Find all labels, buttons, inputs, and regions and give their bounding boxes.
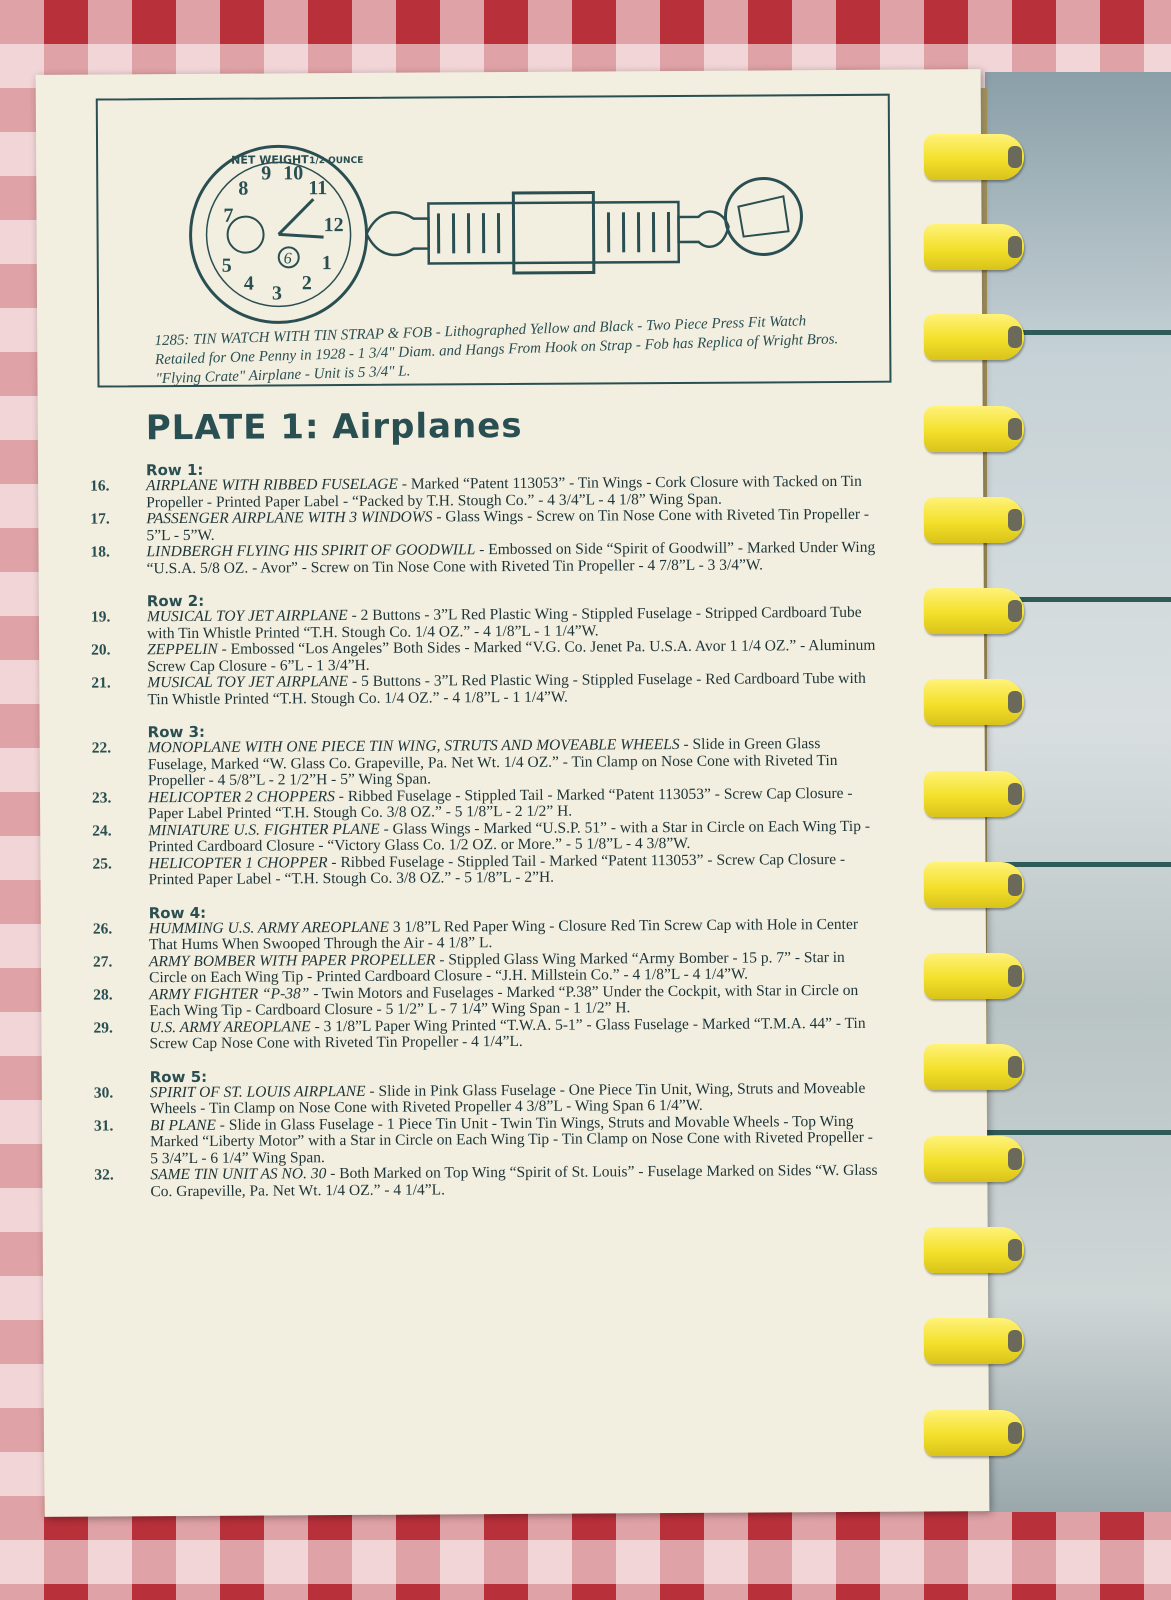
spiral-coil [924,588,1024,634]
dial-numeral: 12 [323,214,344,237]
entry-description: - Slide in Green Glass Fuselage, Marked “W. Glass Co. Grapeville, Pa. Net Wt. 1/4 OZ.” - Tin Clamp on Nose Cone with Riveted Tin Propeller - 4 5/8”L - 2 1/2”H - 5” Wing Span. [147,735,838,790]
entry-number: 20. [91,641,111,659]
entry-name: ARMY BOMBER WITH PAPER PROPELLER [148,950,436,970]
catalog-entry [94,1113,884,1167]
entry-name: MONOPLANE WITH ONE PIECE TIN WING, STRUTS AND MOVEABLE WHEELS [147,735,680,757]
dial-numeral: 7 [223,204,234,227]
entry-description: - Ribbed Fuselage - Stippled Tail - Marked “Patent 113053” - Screw Cap Closure - Printed Paper Label - “T.H. Stough Co. 3/8 OZ.” - 5 1/8”L - 2”H. [148,850,846,889]
entry-description: - Marked “Patent 113053” - Tin Wings - Cork Closure with Tacked on Tin Propeller - Printed Paper Label - “Packed by T.H. Stough Co.” - 4 3/4”L - 4 1/8” Wing Span. [146,472,862,511]
entry-description: - Twin Motors and Fuselages - Marked “P.38” Under the Cockpit, with Star in Circle on Each Wing Tip - Cardboard Closure - 5 1/2” L - 7 1/4” Wing Span - 1 1/2” H. [149,981,859,1020]
catalog-entry [94,1163,884,1201]
catalog-entry [92,851,882,889]
entry-number: 24. [92,821,112,840]
entry-name: SAME TIN UNIT AS NO. 30 [150,1165,327,1184]
spiral-coil [924,497,1024,543]
entry-description: 3 1/8”L Red Paper Wing - Closure Red Tin Screw Cap with Hole in Center That Hums When Swooped Through the Air - 4 1/8” L. [148,915,859,954]
row-label: Row 3: [147,722,206,742]
entry-name: ARMY FIGHTER “P-38” [149,984,310,1003]
catalog-entry [92,736,882,790]
dial-numeral: 4 [243,272,254,295]
entry-description: - Slide in Glass Fuselage - 1 Piece Tin Unit - Twin Tin Wings, Struts and Movable Wheels - Top Wing Marked “Liberty Motor” with a Star in Circle on Each Wing Tip - Tin Clamp on Nose Cone with Riveted Propeller - 5 3/4”L - 6 1/4” Wing Span. [150,1112,873,1167]
entry-description: - Embossed on Side “Spirit of Goodwill” - Marked Under Wing “U.S.A. 5/8 OZ. - Avor” - Screw on Tin Nose Cone with Riveted Tin Propeller - 4 7/8”L - 3 3/4”W. [146,538,876,577]
entry-name: MUSICAL TOY JET AIRPLANE [146,607,348,626]
spiral-coil [924,862,1024,908]
entry-name: SPIRIT OF ST. LOUIS AIRPLANE [149,1082,366,1101]
entry-number: 27. [92,952,113,971]
catalog-rows [90,458,884,1201]
entry-description: - 5 Buttons - 3”L Red Plastic Wing - Stippled Fuselage - Red Cardboard Tube with Tin Whistle Printed “T.H. Stough Co. 1/4 OZ.” - 4 1/8”L - 1 1/4”W. [147,669,866,708]
entry-name: ZEPPELIN [147,640,218,659]
dial-numeral: 1 [321,252,332,275]
entry-number: 26. [92,919,113,938]
entry-description: - 2 Buttons - 3”L Red Plastic Wing - Stippled Fuselage - Stripped Cardboard Tube with Tin Whistle Printed “T.H. Stough Co. 1/4 OZ.” - 4 1/8”L - 1 1/4”W. [146,603,862,642]
spiral-coil [924,1136,1024,1182]
entry-name: HELICOPTER 2 CHOPPERS [147,787,335,806]
entry-number: 32. [94,1166,114,1184]
dial-numeral: 3 [271,282,283,305]
entry-description: - Glass Wings - Screw on Tin Nose Cone with Riveted Tin Propeller - 5”L - 5”W. [146,505,870,544]
spiral-coil [924,953,1024,999]
entry-number: 28. [93,985,113,1004]
entry-description: - Stippled Glass Wing Marked “Army Bomber - 15 p. 7” - Star in Circle on Each Wing Tip - Printed Cardboard Closure - “J.H. Millstein Co.” - 4 1/8”L - 4 1/4”W. [149,948,845,987]
entry-name: HELICOPTER 1 CHOPPER [148,853,328,872]
entry-number: 18. [90,543,110,561]
entry-description: - Slide in Pink Glass Fuselage - One Piece Tin Unit, Wing, Struts and Moveable Wheels - Tin Clamp on Nose Cone with Riveted Propeller 4 3/8”L - Wing Span 6 1/4”W. [149,1079,866,1118]
spiral-coil [924,1227,1024,1273]
spiral-coil [924,1318,1024,1364]
spiral-coil [924,406,1024,452]
row-label: Row 2: [146,591,205,611]
row-label: Row 4: [148,903,207,922]
dial-numeral: 8 [238,177,249,200]
entry-name: LINDBERGH FLYING HIS SPIRIT OF GOODWILL [146,541,476,561]
entry-name: MUSICAL TOY JET AIRPLANE [147,673,349,692]
spiral-coil [924,314,1024,360]
entry-description: - Both Marked on Top Wing “Spirit of St. Louis” - Fuselage Marked on Sides “W. Glass Co. Grapeville, Pa. Net Wt. 1/4 OZ.” - 4 1/4”L. [150,1161,878,1200]
entry-number: 16. [90,477,110,495]
entry-number: 17. [90,510,110,528]
dial-numeral: 10 [283,162,304,185]
illustration-caption: 1285: TIN WATCH WITH TIN STRAP & FOB - Lithographed Yellow and Black - Two Piece Press Fit Watch Retailed for One Penny in 1928 - 1 3/4" Diam. and Hangs From Hook on Strap - Fob has Replica of Wright Bros. "Flying Crate" Airplane - Unit is 5 3/4" L. [154,313,839,388]
tin-watch-illustration [183,136,804,330]
catalog-entry [90,540,880,578]
catalog-entry [91,671,881,709]
dial-numeral: 2 [301,272,312,295]
entry-description: - Ribbed Fuselage - Stippled Tail - Marked “Patent 113053” - Screw Cap Closure - Paper Label Printed “T.H. Stough Co. 3/8 OZ.” - 5 1/8”L - 2 1/2” H. [148,784,853,823]
spiral-coil [924,224,1024,270]
catalog-page [36,69,990,1517]
dial-numeral: 11 [308,177,328,200]
spiral-coil [924,134,1024,180]
entry-number: 31. [93,1116,114,1135]
entry-name: PASSENGER AIRPLANE WITH 3 WINDOWS [146,508,433,528]
spiral-coil [924,679,1024,725]
spiral-coil [924,1410,1024,1456]
spiral-coil [924,771,1024,817]
entry-number: 22. [91,739,112,757]
entry-number: 23. [91,788,112,807]
entry-number: 30. [93,1083,114,1102]
entry-name: BI PLANE [149,1116,216,1134]
dial-numeral: 9 [261,162,272,185]
entry-description: - Embossed “Los Angeles” Both Sides - Marked “V.G. Co. Jenet Pa. U.S.A. Avor 1 1/4 OZ.” - Aluminum Screw Cap Closure - 6”L - 1 3/4”H. [147,636,876,675]
spiral-coil [924,1044,1024,1090]
entry-number: 29. [93,1018,113,1037]
dial-center-digit: 6 [283,250,292,268]
dial-net-weight-text: NET WEIGHT [231,153,309,167]
entry-number: 25. [92,854,112,873]
plate-title: PLATE 1: Airplanes [145,405,523,449]
dial-numeral: 5 [221,254,232,277]
glass-shelf [985,1130,1171,1135]
catalog-entry [93,1015,883,1053]
dial-weight-value: 1/2 OUNCE [309,155,364,167]
row-label: Row 1: [145,460,204,480]
entry-description: - 3 1/8”L Paper Wing Printed “T.W.A. 5-1” - Glass Fuselage - Marked “T.M.A. 44” - Tin Screw Cap Nose Cone with Riveted Tin Propeller - 4 1/4”L. [149,1014,866,1053]
entry-name: HUMMING U.S. ARMY AREOPLANE [148,918,389,937]
illustration-box [96,94,892,388]
entry-name: MINIATURE U.S. FIGHTER PLANE [148,820,380,839]
entry-description: - Glass Wings - Marked “U.S.P. 51” - with a Star in Circle on Each Wing Tip - Printed Cardboard Closure - “Victory Glass Co. 1/2 OZ. or More.” - 5 1/8”L - 4 3/8”W. [148,817,871,856]
entry-number: 19. [90,608,111,626]
entry-name: AIRPLANE WITH RIBBED FUSELAGE [146,475,399,495]
entry-number: 21. [91,674,111,692]
entry-name: U.S. ARMY AREOPLANE [149,1017,311,1036]
row-label: Row 5: [149,1067,208,1086]
